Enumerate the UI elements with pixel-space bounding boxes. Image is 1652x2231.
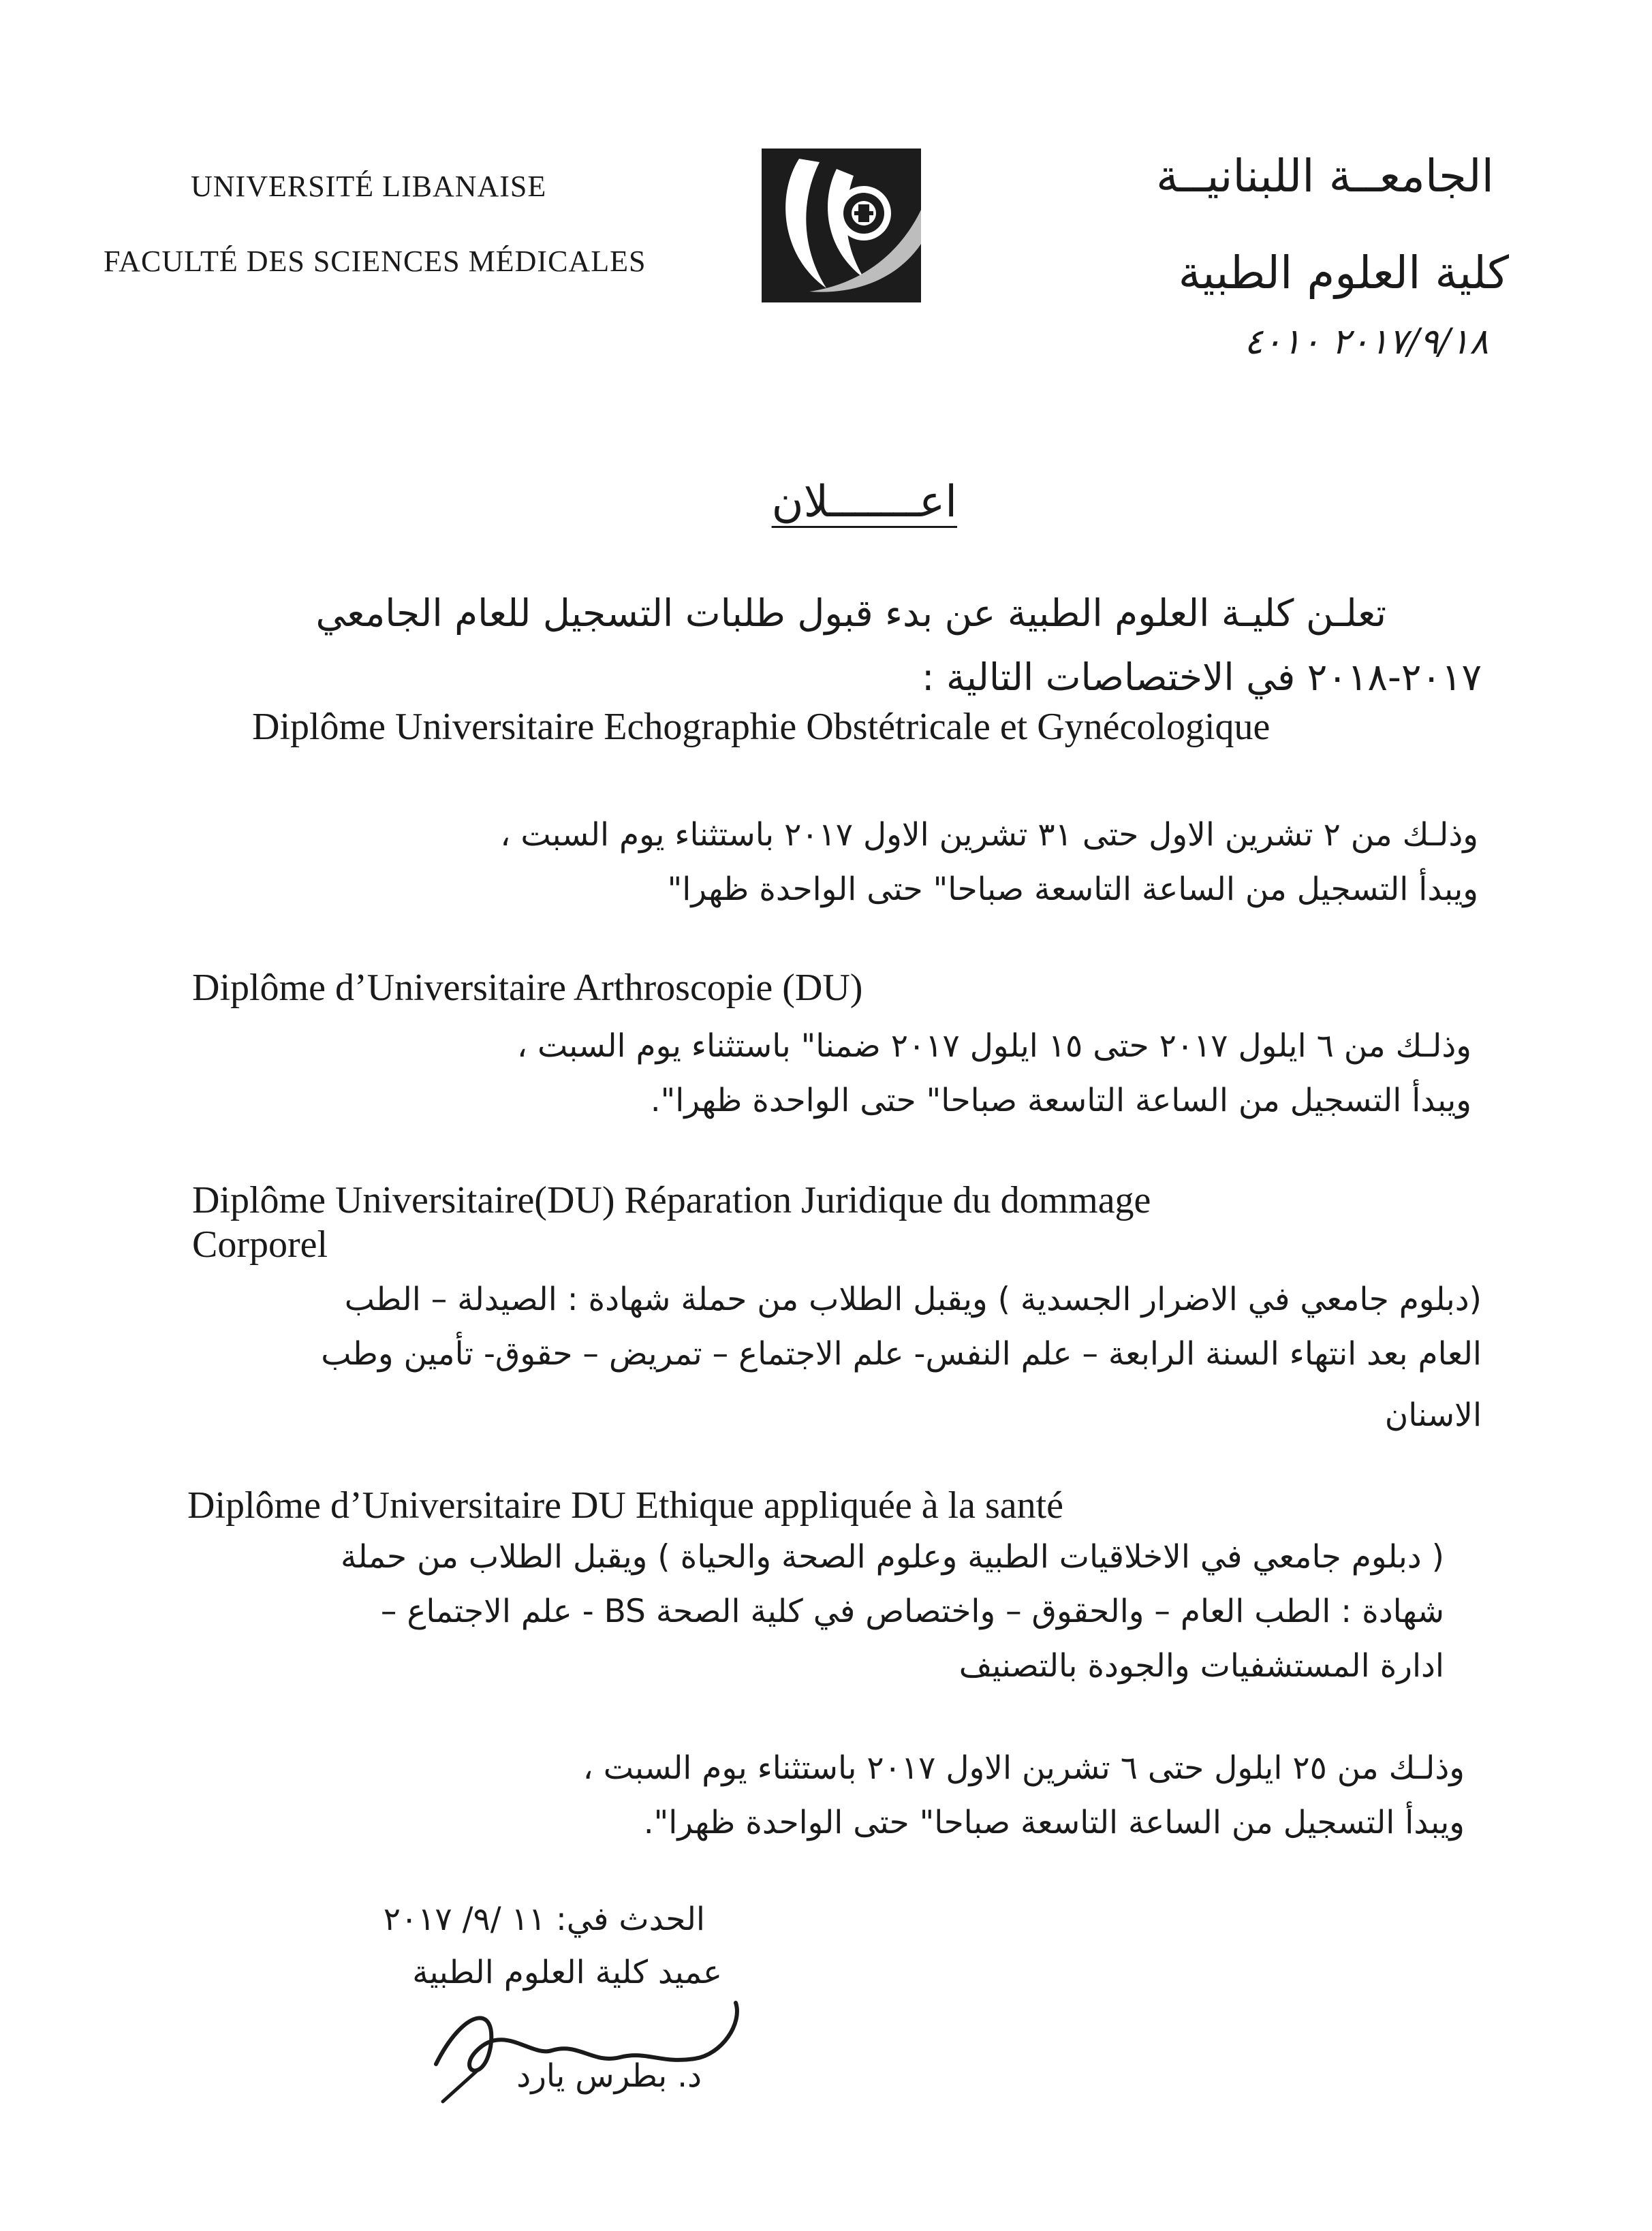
section-3-desc-1: (دبلوم جامعي في الاضرار الجسدية ) ويقبل الطلاب من حملة شهادة : الصيدلة – الطب: [344, 1281, 1482, 1318]
intro-line-2: ٢٠١٧-٢٠١٨ في الاختصاصات التالية :: [922, 655, 1482, 699]
reference-number: ٢٠١٧/٩/١٨ ٤٠١٠: [1244, 322, 1489, 362]
signatory-name: د. بطرس يارد: [516, 2057, 702, 2095]
section-1-hours: ويبدأ التسجيل من الساعة التاسعة صباحا" حتى الواحدة ظهرا": [667, 871, 1478, 908]
section-2-hours: ويبدأ التسجيل من الساعة التاسعة صباحا" حتى الواحدة ظهرا".: [650, 1082, 1471, 1119]
faculty-name-ar: كلية العلوم الطبية: [1178, 247, 1509, 299]
section-4-title: Diplôme d’Universitaire DU Ethique appliquée à la santé: [187, 1484, 1064, 1527]
university-logo: [762, 149, 921, 302]
section-4-desc-1: ( دبلوم جامعي في الاخلاقيات الطبية وعلوم الصحة والحياة ) ويقبل الطلاب من حملة: [341, 1538, 1444, 1576]
university-name-ar: الجامعــة اللبنانيــة: [1156, 150, 1494, 202]
section-1-dates: وذلـك من ٢ تشرين الاول حتى ٣١ تشرين الاول ٢٠١٧ باستثناء يوم السبت ،: [500, 816, 1478, 854]
faculty-name-fr: FACULTÉ DES SCIENCES MÉDICALES: [104, 245, 646, 278]
section-4-dates: وذلـك من ٢٥ ايلول حتى ٦ تشرين الاول ٢٠١٧ باستثناء يوم السبت ،: [582, 1749, 1465, 1787]
section-4-desc-3: ادارة المستشفيات والجودة بالتصنيف: [959, 1647, 1444, 1685]
university-name-fr: UNIVERSITÉ LIBANAISE: [191, 170, 547, 203]
issue-date: الحدث في: ١١ /٩/ ٢٠١٧: [383, 1901, 705, 1938]
section-4-desc-2: شهادة : الطب العام – والحقوق – واختصاص في كلية الصحة BS - علم الاجتماع –: [380, 1593, 1444, 1630]
section-3-desc-3: الاسنان: [1384, 1397, 1482, 1434]
section-3-title: Diplôme Universitaire(DU) Réparation Juridique du dommage: [192, 1179, 1151, 1221]
section-2-title: Diplôme d’Universitaire Arthroscopie (DU): [192, 967, 863, 1009]
signatory-role: عميد كلية العلوم الطبية: [412, 1954, 722, 1991]
section-2-dates: وذلـك من ٦ ايلول ٢٠١٧ حتى ١٥ ايلول ٢٠١٧ ضمنا" باستثناء يوم السبت ،: [516, 1027, 1471, 1065]
section-3-title-cont: Corporel: [192, 1223, 328, 1266]
section-3-desc-2: العام بعد انتهاء السنة الرابعة – علم النفس- علم الاجتماع – تمريض – حقوق- تأمين وطب: [321, 1335, 1482, 1373]
section-4-hours: ويبدأ التسجيل من الساعة التاسعة صباحا" حتى الواحدة ظهرا".: [643, 1804, 1465, 1841]
intro-line-1: تعلـن كليـة العلوم الطبية عن بدء قبول طلبات التسجيل للعام الجامعي: [315, 591, 1386, 635]
section-1-title: Diplôme Universitaire Echographie Obstétricale et Gynécologique: [252, 706, 1271, 748]
announcement-title: اعـــــــلان: [771, 477, 957, 527]
